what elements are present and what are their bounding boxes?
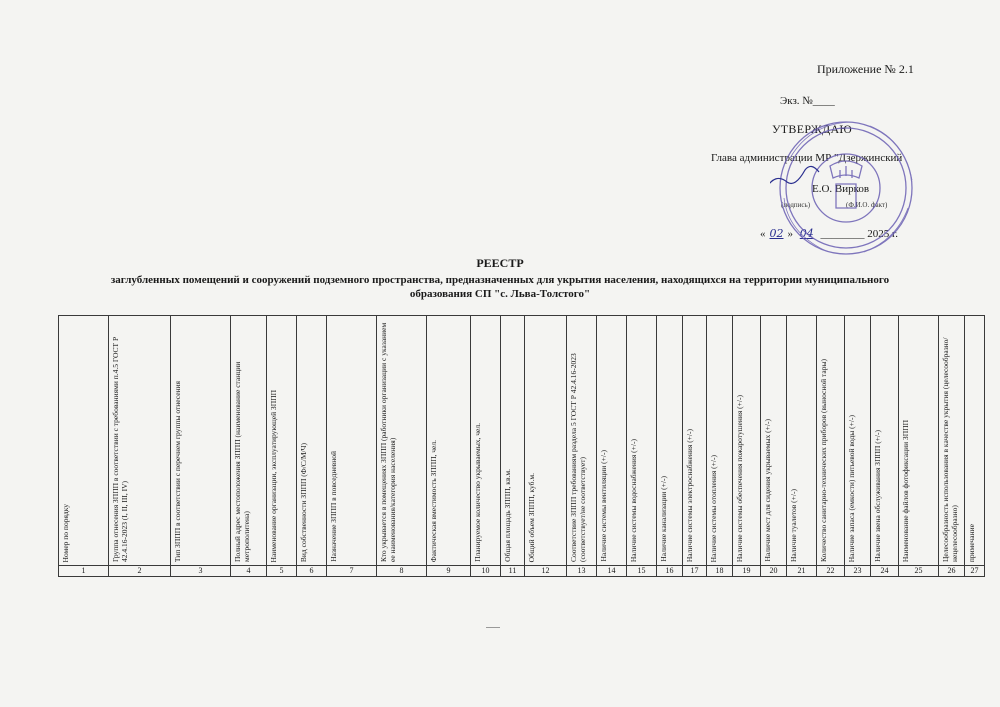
column-header-7 <box>327 316 377 566</box>
registry-subtitle-line1: заглубленных помещений и сооружений подземного пространства, предназначенных для укрытия населения, находящихся на территории муниципального <box>110 274 890 286</box>
annex-number: Приложение № 2.1 <box>817 62 914 76</box>
column-header-17 <box>683 316 707 566</box>
column-number-4: 4 <box>231 566 267 577</box>
column-header-20 <box>761 316 787 566</box>
head-of-administration-title: Глава администрации МР "Дзержинский <box>711 152 903 164</box>
column-header-6 <box>297 316 327 566</box>
approval-date: « 02 » 04 ________ 2025 г. <box>760 227 899 240</box>
column-header-label: Наименование файлов фотофиксации ЗППП <box>901 419 910 562</box>
column-number-16: 16 <box>657 566 683 577</box>
date-day: 02 <box>769 227 784 240</box>
column-number-17: 17 <box>683 566 707 577</box>
column-number-15: 15 <box>627 566 657 577</box>
column-header-21 <box>787 316 817 566</box>
registry-title-block <box>80 256 920 301</box>
column-header-label: Полный адрес местоположения ЗППП (наименование станции метрополитена) <box>233 361 251 562</box>
column-header-label: Наличие системы водоснабжения (+/-) <box>629 438 638 562</box>
column-header-label: примечание <box>967 523 976 562</box>
column-header-9 <box>427 316 471 566</box>
column-header-label: Фактическая вместимость ЗППП, чел. <box>429 439 438 562</box>
column-header-12 <box>525 316 567 566</box>
column-number-13: 13 <box>567 566 597 577</box>
column-header-label: Тип ЗППП в соответствии с перечнем группы отнесения <box>173 380 182 562</box>
column-number-26: 26 <box>939 566 965 577</box>
column-header-4 <box>231 316 267 566</box>
column-number-22: 22 <box>817 566 845 577</box>
column-header-label: Группа отнесения ЗППП в соответствии с требованиями п.4.5 ГОСТ Р 42.4.16-2023 (I, II, III, IV) <box>111 336 129 562</box>
date-open-quote: « <box>760 228 766 240</box>
column-header-label: Планируемое количество укрываемых, чел. <box>473 423 482 562</box>
column-header-8 <box>377 316 427 566</box>
column-header-18 <box>707 316 733 566</box>
column-header-24 <box>871 316 899 566</box>
date-year: 2025 г. <box>867 228 899 240</box>
date-close-quote: » <box>787 228 793 240</box>
column-header-15 <box>627 316 657 566</box>
column-header-19 <box>733 316 761 566</box>
column-header-26 <box>939 316 965 566</box>
column-header-3 <box>171 316 231 566</box>
column-number-27: 27 <box>965 566 985 577</box>
column-header-label: Наличие системы вентиляции (+/-) <box>599 450 608 562</box>
column-header-label: Наличие системы электроснабжения (+/-) <box>685 428 694 562</box>
column-header-5 <box>267 316 297 566</box>
column-number-6: 6 <box>297 566 327 577</box>
column-number-25: 25 <box>899 566 939 577</box>
column-number-9: 9 <box>427 566 471 577</box>
copy-number: Экз. №____ <box>780 95 835 107</box>
column-number-5: 5 <box>267 566 297 577</box>
page-mark <box>486 627 500 628</box>
column-number-10: 10 <box>471 566 501 577</box>
column-header-label: Общая площадь ЗППП, кв.м. <box>503 469 512 562</box>
name-caption: (Ф.И.О. факт) <box>846 201 888 209</box>
column-number-11: 11 <box>501 566 525 577</box>
column-header-label: Наличие звена обслуживания ЗППП (+/-) <box>873 430 882 562</box>
column-header-label: Соответствие ЗППП требованиям раздела 5 ГОСТ Р 42.4.16-2023 (соответствует/не соответствует) <box>569 353 587 562</box>
column-header-22 <box>817 316 845 566</box>
column-header-13 <box>567 316 597 566</box>
column-header-10 <box>471 316 501 566</box>
column-number-21: 21 <box>787 566 817 577</box>
column-header-14 <box>597 316 627 566</box>
column-header-label: Наличие системы обеспечения пожаротушения (+/-) <box>735 394 744 562</box>
column-number-20: 20 <box>761 566 787 577</box>
signature-caption: (подпись) <box>781 201 811 209</box>
column-number-2: 2 <box>109 566 171 577</box>
column-header-27 <box>965 316 985 566</box>
column-header-label: Наличие канализации (+/-) <box>659 476 668 562</box>
column-number-18: 18 <box>707 566 733 577</box>
column-number-23: 23 <box>845 566 871 577</box>
signatory-name: Е.О. Вирков <box>812 183 870 195</box>
column-header-16 <box>657 316 683 566</box>
column-number-1: 1 <box>59 566 109 577</box>
approve-heading: УТВЕРЖДАЮ <box>772 122 853 136</box>
registry-table <box>58 315 985 577</box>
column-header-11 <box>501 316 525 566</box>
column-number-7: 7 <box>327 566 377 577</box>
column-number-12: 12 <box>525 566 567 577</box>
registry-subtitle-line2: образования СП "с. Льва-Толстого" <box>409 288 591 300</box>
column-header-label: Наименование организации, эксплуатирующей ЗППП <box>269 389 278 562</box>
column-header-label: Номер по порядку <box>61 503 70 562</box>
column-header-25 <box>899 316 939 566</box>
column-number-3: 3 <box>171 566 231 577</box>
column-header-label: Целесообразность использования в качестве укрытия (целесообразно/нецелесообразно) <box>941 337 959 562</box>
column-number-24: 24 <box>871 566 899 577</box>
column-header-label: Назначение ЗППП в повседневной <box>329 451 338 562</box>
column-header-label: Вид собственности ЗППП (Ф/С/М/Ч) <box>299 442 308 562</box>
column-number-8: 8 <box>377 566 427 577</box>
registry-subtitle <box>80 273 920 301</box>
column-header-23 <box>845 316 871 566</box>
registry-title: РЕЕСТР <box>476 256 524 270</box>
column-number-19: 19 <box>733 566 761 577</box>
column-number-row <box>59 566 985 577</box>
column-header-label: Наличие мест для сидения укрываемых (+/-) <box>763 419 772 562</box>
column-header-label: Общий объем ЗППП, куб.м. <box>527 472 536 562</box>
column-header-label: Наличие туалетов (+/-) <box>789 488 798 562</box>
column-header-label: Наличие системы отопления (+/-) <box>709 454 718 562</box>
column-header-label: Наличие запаса (емкости) питьевой воды (+/-) <box>847 414 856 562</box>
column-header-label: Количество санитарно-технических приборов (выносной тары) <box>819 359 828 562</box>
column-number-14: 14 <box>597 566 627 577</box>
date-month: 04 <box>799 227 814 240</box>
column-header-label: Кто укрывается в помещениях ЗППП (работники организации с указанием ее наименования/категория населения) <box>379 322 397 562</box>
column-header-1 <box>59 316 109 566</box>
header-row <box>59 316 985 566</box>
column-header-2 <box>109 316 171 566</box>
